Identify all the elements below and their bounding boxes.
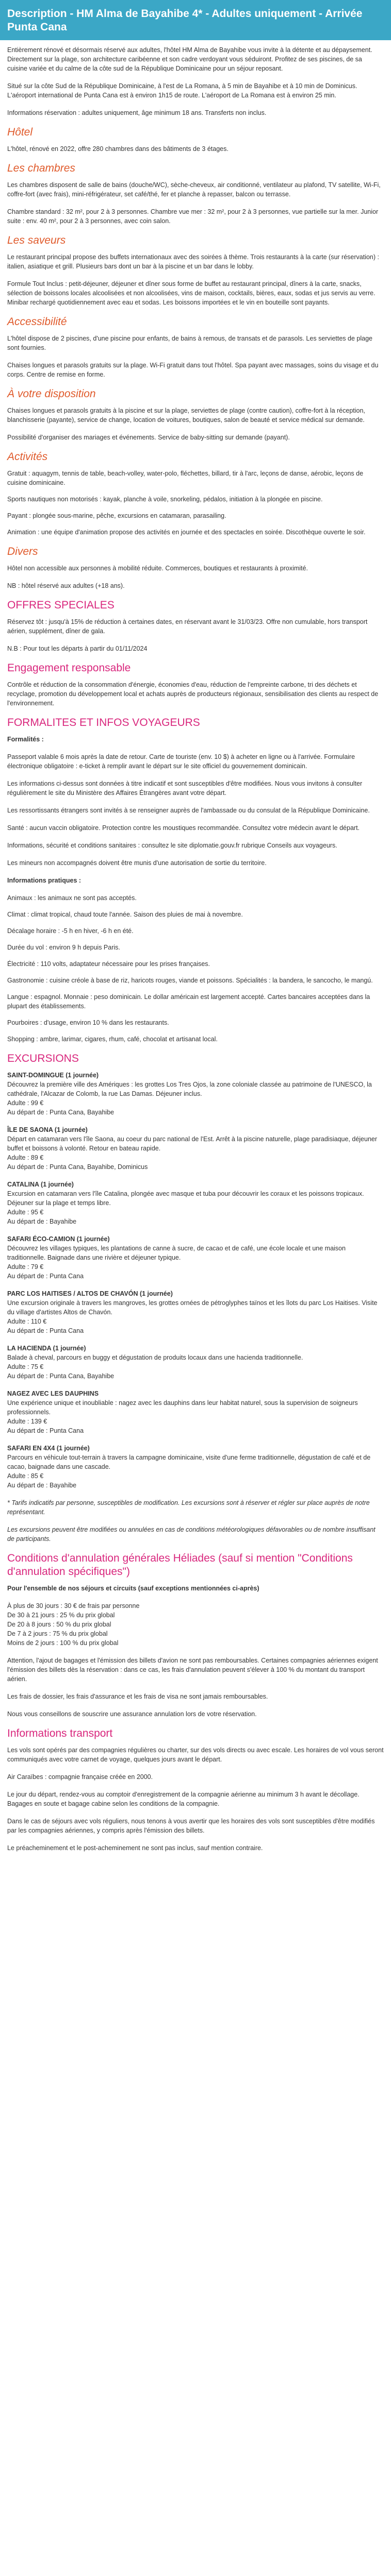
transport-heading: Informations transport <box>7 1727 113 1739</box>
excursion-note: Les excursions peuvent être modifiées ou annulées en cas de conditions météorologiques défavorables ou de nombre insuffisant de participants. <box>7 1526 376 1543</box>
excursion-title: SAFARI EN 4X4 (1 journée) <box>7 1445 90 1452</box>
section-paragraph: Formule Tout Inclus : petit-déjeuner, déjeuner et dîner sous forme de buffet au restaurant principal, dîners à la carte, snacks, sélection de boissons locales alcoolisées et non alcoolisées, vins de maison, cocktails, bières, eaux, sodas et jus servis au verre. Minibar rechargé quotidiennement avec eau et sodas. Les boissons importées et le vin en bouteille sont payants. <box>7 280 376 306</box>
excursion-line: Adulte : 99 € <box>7 1099 44 1107</box>
formalites-paragraph: Les ressortissants étrangers sont invités à se renseigner auprès de l'ambassade ou du consulat de la République Dominicaine. <box>7 807 370 814</box>
conditions-paragraph: Nous vous conseillons de souscrire une assurance annulation lors de votre réservation. <box>7 1710 257 1718</box>
condition-line: De 30 à 21 jours : 25 % du prix global <box>7 1612 115 1619</box>
excursion-item <box>7 1289 384 1335</box>
excursion-line: Adulte : 79 € <box>7 1263 44 1270</box>
excursion-line: Au départ de : Bayahibe <box>7 1218 77 1225</box>
conditions-heading: Conditions d'annulation générales Héliades (sauf si mention "Conditions d'annulation spécifiques") <box>7 1552 353 1578</box>
section-heading: Accessibilité <box>7 316 67 328</box>
activity-item: Animation : une équipe d'animation propose des activités en journée et des spectacles en soirée. Discothèque ouverte le soir. <box>7 529 366 536</box>
excursion-item <box>7 1125 384 1172</box>
information-item: Durée du vol : environ 9 h depuis Paris. <box>7 944 120 951</box>
divers-heading: Divers <box>7 546 38 557</box>
excursion-title: CATALINA (1 journée) <box>7 1181 74 1188</box>
information-item: Animaux : les animaux ne sont pas acceptés. <box>7 894 137 902</box>
condition-line: De 7 à 2 jours : 75 % du prix global <box>7 1630 108 1637</box>
information-item: Décalage horaire : -5 h en hiver, -6 h en été. <box>7 927 134 935</box>
section-paragraph: L'hôtel dispose de 2 piscines, d'une piscine pour enfants, de bains à remous, de transats et de parasols. Les serviettes de plage sont fournies. <box>7 335 372 351</box>
formalites-paragraph: Les mineurs non accompagnés doivent être munis d'une autorisation de sortie du territoire. <box>7 859 267 867</box>
intro-paragraph: Entièrement rénové et désormais réservé aux adultes, l'hôtel HM Alma de Bayahibe vous invite à la détente et au dépaysement. Directement sur la plage, son architecture caribéenne et son cadre verdoyant vous séduiront. Profitez de ses piscines, de sa cuisine variée et du calme de la côte sud de la République Dominicaine pour un séjour reposant. <box>7 46 372 72</box>
excursion-title: SAFARI ÉCO-CAMION (1 journée) <box>7 1235 110 1243</box>
section-paragraph: Les chambres disposent de salle de bains (douche/WC), sèche-cheveux, air conditionné, ventilateur au plafond, TV satellite, Wi-Fi, coffre-fort (avec frais), mini-réfrigérateur, set café/thé, fer et planche à repasser, balcon ou terrasse. <box>7 181 381 198</box>
excursion-item <box>7 1180 384 1226</box>
excursion-line: Parcours en véhicule tout-terrain à travers la campagne dominicaine, visite d'une ferme traditionnelle, dégustation de café et de cacao, baignade dans une cascade. <box>7 1454 371 1470</box>
excursion-line: Au départ de : Punta Cana <box>7 1427 84 1434</box>
excursion-line: Au départ de : Punta Cana <box>7 1327 84 1334</box>
condition-line: De 20 à 8 jours : 50 % du prix global <box>7 1621 111 1628</box>
formalites-subheading: Formalités : <box>7 736 44 743</box>
section-paragraph: L'hôtel, rénové en 2022, offre 280 chambres dans des bâtiments de 3 étages. <box>7 145 229 152</box>
informations-list <box>7 893 384 1044</box>
section-paragraph: Chaises longues et parasols gratuits à la piscine et sur la plage, serviettes de plage (contre caution), coffre-fort à la réception, blanchisserie (payante), service de change, location de voitures, boutiques, salon de beauté et service médical sur demande. <box>7 407 365 423</box>
formalites-paragraph: Santé : aucun vaccin obligatoire. Protection contre les moustiques recommandée. Consultez votre médecin avant le départ. <box>7 824 360 832</box>
excursion-note: * Tarifs indicatifs par personne, susceptibles de modification. Les excursions sont à réserver et régler sur place auprès de notre représentant. <box>7 1499 370 1516</box>
conditions-paragraph: Les frais de dossier, les frais d'assurance et les frais de visa ne sont jamais remboursables. <box>7 1693 268 1700</box>
section-heading: Les chambres <box>7 162 75 174</box>
divers-paragraph: NB : hôtel réservé aux adultes (+18 ans). <box>7 582 125 589</box>
excursion-line: Au départ de : Bayahibe <box>7 1482 77 1489</box>
excursion-line: Découvrez la première ville des Amériques : les grottes Los Tres Ojos, la zone coloniale classée au patrimoine de l'UNESCO, la cathédrale, l'Alcazar de Colomb, la rue Las Damas. Déjeuner inclus. <box>7 1081 372 1097</box>
excursion-line: Adulte : 89 € <box>7 1154 44 1161</box>
transport-paragraph: Le préacheminement et le post-acheminement ne sont pas inclus, sauf mention contraire. <box>7 1844 263 1852</box>
excursion-line: Adulte : 139 € <box>7 1418 47 1425</box>
conditions-subheading: Pour l'ensemble de nos séjours et circuits (sauf exceptions mentionnées ci-après) <box>7 1585 259 1592</box>
excursion-title: PARC LOS HAITISES / ALTOS DE CHAVÓN (1 journée) <box>7 1290 173 1297</box>
excursion-line: Adulte : 85 € <box>7 1472 44 1480</box>
information-item: Gastronomie : cuisine créole à base de riz, haricots rouges, viande et poissons. Spécialités : la bandera, le sancocho, le mangú. <box>7 977 373 984</box>
excursion-line: Balade à cheval, parcours en buggy et dégustation de produits locaux dans une hacienda traditionnelle. <box>7 1354 303 1361</box>
intro-paragraph: Situé sur la côte Sud de la République Dominicaine, à l'est de La Romana, à 5 min de Bayahibe et à 10 min de Dominicus. L'aéroport international de Punta Cana est à environ 1h15 de route. L'aéroport de La Romana est à environ 25 min. <box>7 82 357 99</box>
transport-paragraph: Air Caraïbes : compagnie française créée en 2000. <box>7 1773 153 1781</box>
excursion-line: Adulte : 95 € <box>7 1209 44 1216</box>
excursion-line: Une excursion originale à travers les mangroves, les grottes ornées de pétroglyphes taïnos et les îlots du parc Los Haitises. Visite du village d'artistes Altos de Chavón. <box>7 1299 378 1316</box>
activity-item: Gratuit : aquagym, tennis de table, beach-volley, water-polo, fléchettes, billard, tir à l'arc, leçons de danse, aérobic, leçons de cuisine dominicaine. <box>7 470 364 486</box>
engagement-paragraph: Contrôle et réduction de la consommation d'énergie, économies d'eau, réduction de l'empreinte carbone, tri des déchets et recyclage, promotion du développement local et achats auprès de producteurs régionaux, sensibilisation des clients au respect de l'environnement. <box>7 681 379 707</box>
section-heading: Hôtel <box>7 126 33 138</box>
activity-item: Sports nautiques non motorisés : kayak, planche à voile, snorkeling, pédalos, initiation à la plongée en piscine. <box>7 496 323 503</box>
informations-heading: Informations pratiques : <box>7 877 82 884</box>
formalites-paragraph: Les informations ci-dessus sont données à titre indicatif et sont susceptibles d'être modifiées. Nous vous invitons à consulter régulièrement le site du Ministère des Affaires Étrangères avant votre départ. <box>7 780 363 796</box>
offres-heading: OFFRES SPECIALES <box>7 599 115 611</box>
excursion-item <box>7 1071 384 1117</box>
conditions-lines <box>7 1601 384 1648</box>
transport-paragraph: Les vols sont opérés par des compagnies régulières ou charter, sur des vols directs ou avec escale. Les horaires de vol vous seront communiqués avec votre carnet de voyage, quelques jours avant le départ. <box>7 1747 384 1763</box>
excursion-item <box>7 1389 384 1435</box>
condition-line: À plus de 30 jours : 30 € de frais par personne <box>7 1602 140 1609</box>
excursion-title: ÎLE DE SAONA (1 journée) <box>7 1126 88 1133</box>
excursion-line: Au départ de : Punta Cana, Bayahibe <box>7 1372 115 1380</box>
activity-item: Payant : plongée sous-marine, pêche, excursions en catamaran, parasailing. <box>7 512 226 519</box>
excursion-line: Une expérience unique et inoubliable : nagez avec les dauphins dans leur habitat naturel, sous la supervision de soigneurs professionnels. <box>7 1399 358 1416</box>
section-paragraph: Chaises longues et parasols gratuits sur la plage. Wi-Fi gratuit dans tout l'hôtel. Spa payant avec massages, soins du visage et du corps. Centre de remise en forme. <box>7 362 379 378</box>
page-title: Description - HM Alma de Bayahibe 4* - Adultes uniquement - Arrivée Punta Cana <box>7 8 363 33</box>
excursion-title: SAINT-DOMINGUE (1 journée) <box>7 1072 99 1079</box>
information-item: Pourboires : d'usage, environ 10 % dans les restaurants. <box>7 1019 169 1026</box>
conditions-paragraph: Attention, l'ajout de bagages et l'émission des billets d'avion ne sont pas remboursables. Certaines compagnies aériennes exigent l'émission des billets dès la réservation : dans ce cas, les frais d'annulation peuvent s'élever à 100 % du montant du transport aérien. <box>7 1657 378 1683</box>
offres-paragraph: N.B : Pour tout les départs à partir du 01/11/2024 <box>7 645 148 652</box>
excursion-line: Départ en catamaran vers l'île Saona, au coeur du parc national de l'Est. Arrêt à la piscine naturelle, plage paradisiaque, déjeuner buffet et boissons à volonté. Retour en bateau rapide. <box>7 1136 378 1152</box>
excursion-item <box>7 1234 384 1281</box>
excursion-line: Au départ de : Punta Cana, Bayahibe <box>7 1109 115 1116</box>
transport-paragraph: Le jour du départ, rendez-vous au comptoir d'enregistrement de la compagnie aérienne au minimum 3 h avant le décollage. Bagages en soute et bagage cabine selon les conditions de la compagnie. <box>7 1791 360 1807</box>
formalites-heading: FORMALITES ET INFOS VOYAGEURS <box>7 717 200 728</box>
excursion-line: Adulte : 75 € <box>7 1363 44 1370</box>
excursion-title: NAGEZ AVEC LES DAUPHINS <box>7 1390 99 1397</box>
information-item: Langue : espagnol. Monnaie : peso dominicain. Le dollar américain est largement accepté. Cartes bancaires acceptées dans la plupart des établissements. <box>7 993 370 1010</box>
excursion-item <box>7 1344 384 1381</box>
section-paragraph: Chambre standard : 32 m², pour 2 à 3 personnes. Chambre vue mer : 32 m², pour 2 à 3 personnes, vue partielle sur la mer. Junior suite : env. 40 m², pour 2 à 3 personnes, avec coin salon. <box>7 208 379 225</box>
excursions-heading: EXCURSIONS <box>7 1053 79 1064</box>
activities-list <box>7 469 384 537</box>
information-item: Shopping : ambre, larimar, cigares, rhum, café, chocolat et artisanat local. <box>7 1036 218 1043</box>
transport-paragraph: Dans le cas de séjours avec vols réguliers, nous tenons à vous avertir que les horaires des vols sont susceptibles d'être modifiés par les compagnies aériennes, y compris après l'émission des billets. <box>7 1818 375 1834</box>
information-item: Électricité : 110 volts, adaptateur nécessaire pour les prises françaises. <box>7 960 210 968</box>
section-paragraph: Le restaurant principal propose des buffets internationaux avec des soirées à thème. Trois restaurants à la carte (sur réservation) : italien, asiatique et grill. Plusieurs bars dont un bar à la piscine et un bar dans le lobby. <box>7 253 379 270</box>
formalites-paragraph: Passeport valable 6 mois après la date de retour. Carte de touriste (env. 10 $) à acheter en ligne ou à l'arrivée. Formulaire électronique obligatoire : e-ticket à remplir avant le départ sur le site officiel du gouvernement dominicain. <box>7 753 355 770</box>
excursion-item <box>7 1444 384 1490</box>
intro-paragraph: Informations réservation : adultes uniquement, âge minimum 18 ans. Transferts non inclus. <box>7 109 267 116</box>
excursion-line: Découvrez les villages typiques, les plantations de canne à sucre, de cacao et de café, une école locale et une maison traditionnelle. Baignade dans une rivière et déjeuner typique. <box>7 1245 346 1261</box>
activities-heading: Activités <box>7 451 48 463</box>
offres-paragraph: Réservez tôt : jusqu'à 15% de réduction à certaines dates, en réservant avant le 31/03/23. Offre non cumulable, hors transport aérien, supplément, dîner de gala. <box>7 618 368 635</box>
excursion-line: Au départ de : Punta Cana <box>7 1273 84 1280</box>
excursion-line: Adulte : 110 € <box>7 1318 47 1325</box>
excursion-line: Excursion en catamaran vers l'île Catalina, plongée avec masque et tuba pour découvrir les coraux et les poissons tropicaux. Déjeuner sur la plage et temps libre. <box>7 1190 364 1207</box>
section-heading: À votre disposition <box>7 388 96 400</box>
section-paragraph: Possibilité d'organiser des mariages et événements. Service de baby-sitting sur demande (payant). <box>7 434 290 441</box>
main-content <box>0 40 391 1871</box>
divers-paragraph: Hôtel non accessible aux personnes à mobilité réduite. Commerces, boutiques et restaurants à proximité. <box>7 565 308 572</box>
excursion-line: Au départ de : Punta Cana, Bayahibe, Dominicus <box>7 1163 148 1171</box>
engagement-heading: Engagement responsable <box>7 662 131 674</box>
page-banner <box>0 0 391 40</box>
formalites-paragraph: Informations, sécurité et conditions sanitaires : consultez le site diplomatie.gouv.fr rubrique Conseils aux voyageurs. <box>7 842 337 849</box>
condition-line: Moins de 2 jours : 100 % du prix global <box>7 1639 119 1647</box>
information-item: Climat : climat tropical, chaud toute l'année. Saison des pluies de mai à novembre. <box>7 911 243 918</box>
excursion-title: LA HACIENDA (1 journée) <box>7 1345 86 1352</box>
section-heading: Les saveurs <box>7 234 66 246</box>
